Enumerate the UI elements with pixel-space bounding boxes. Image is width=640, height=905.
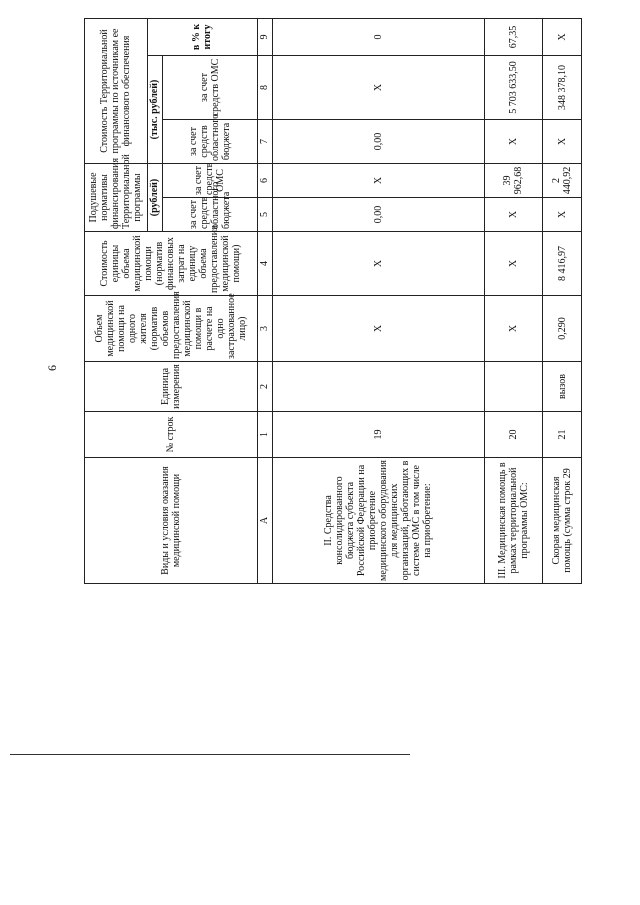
row-unit xyxy=(484,362,542,412)
row-pc-budget: X xyxy=(484,198,542,232)
col-number: 8 xyxy=(257,56,272,120)
row-pc-budget: 0,00 xyxy=(272,198,484,232)
row-cost-budget: X xyxy=(484,120,542,164)
row-cost-oms: 5 703 633,50 xyxy=(484,56,542,120)
row-unit: вызов xyxy=(543,362,582,412)
table-row xyxy=(272,18,484,583)
col-number: 7 xyxy=(257,120,272,164)
row-cost-oms: 348 378,10 xyxy=(543,56,582,120)
row-unit-cost: 8 416,97 xyxy=(543,232,582,296)
numbering-row xyxy=(257,18,272,583)
financing-table-rotated xyxy=(84,19,582,584)
header-cost-unit: (тыс. рублей) xyxy=(147,56,162,164)
footer-rule xyxy=(10,754,410,755)
row-pc-budget: X xyxy=(543,198,582,232)
col-number: 9 xyxy=(257,18,272,55)
table-row xyxy=(543,18,582,583)
col-number: 4 xyxy=(257,232,272,296)
row-unit-cost: X xyxy=(272,232,484,296)
row-pc-oms: X xyxy=(272,164,484,198)
header-col-5: за счет средств областного бюджета xyxy=(162,198,257,232)
row-name: III. Медицинская помощь в рамках территориальной программы ОМС: xyxy=(484,458,542,584)
header-col-a: Виды и условия оказания медицинской помощи xyxy=(85,458,258,584)
header-col-9: в % к итогу xyxy=(147,18,257,55)
row-volume: X xyxy=(272,296,484,362)
header-col-3: Объем медицинской помощи на одного жителя (норматив объемов предоставления медицинской помощи в расчете на одно застрахованное лицо) xyxy=(85,296,258,362)
header-col-4: Стоимость единицы объема медицинской помощи (норматив финансовых затрат на единицу объема предоставления медицинской помощи) xyxy=(85,232,258,296)
row-percent: X xyxy=(543,18,582,55)
row-line: 20 xyxy=(484,412,542,458)
col-number: 3 xyxy=(257,296,272,362)
header-per-capita-group: Подушевые нормативы финансирования Территориальной программы xyxy=(85,164,148,232)
row-pc-oms: 39 962,68 xyxy=(484,164,542,198)
table-row xyxy=(484,18,542,583)
header-col-8: за счет средств ОМС xyxy=(162,56,257,120)
col-number: 6 xyxy=(257,164,272,198)
row-unit xyxy=(272,362,484,412)
col-number: 1 xyxy=(257,412,272,458)
row-cost-oms: X xyxy=(272,56,484,120)
header-per-capita-unit: (рублей) xyxy=(147,164,162,232)
row-percent: 67,35 xyxy=(484,18,542,55)
row-pc-oms: 2 440,92 xyxy=(543,164,582,198)
row-cost-budget: 0,00 xyxy=(272,120,484,164)
row-volume: 0,290 xyxy=(543,296,582,362)
col-number: А xyxy=(257,458,272,584)
row-line: 19 xyxy=(272,412,484,458)
row-line: 21 xyxy=(543,412,582,458)
row-volume: X xyxy=(484,296,542,362)
header-col-7: за счет средств областного бюджета xyxy=(162,120,257,164)
header-cost-group: Стоимость Территориальной программы по источникам ее финансового обеспечения xyxy=(85,18,148,163)
financing-table xyxy=(84,18,582,584)
header-col-2: Единица измерения xyxy=(85,362,258,412)
col-number: 2 xyxy=(257,362,272,412)
row-cost-budget: X xyxy=(543,120,582,164)
row-name: Скорая медицинская помощь (сумма строк 29 xyxy=(543,458,582,584)
row-unit-cost: X xyxy=(484,232,542,296)
header-col-1: № строк xyxy=(85,412,258,458)
header-col-6: за счет средств ОМС xyxy=(162,164,257,198)
row-percent: 0 xyxy=(272,18,484,55)
col-number: 5 xyxy=(257,198,272,232)
row-name: II. Средства консолидированного бюджета субъекта Российской Федерации на приобретение медицинского оборудования для медицинских организаций, работающих в системе ОМС в том числе на приобретение: xyxy=(272,458,484,584)
page-number: 6 xyxy=(45,365,59,371)
